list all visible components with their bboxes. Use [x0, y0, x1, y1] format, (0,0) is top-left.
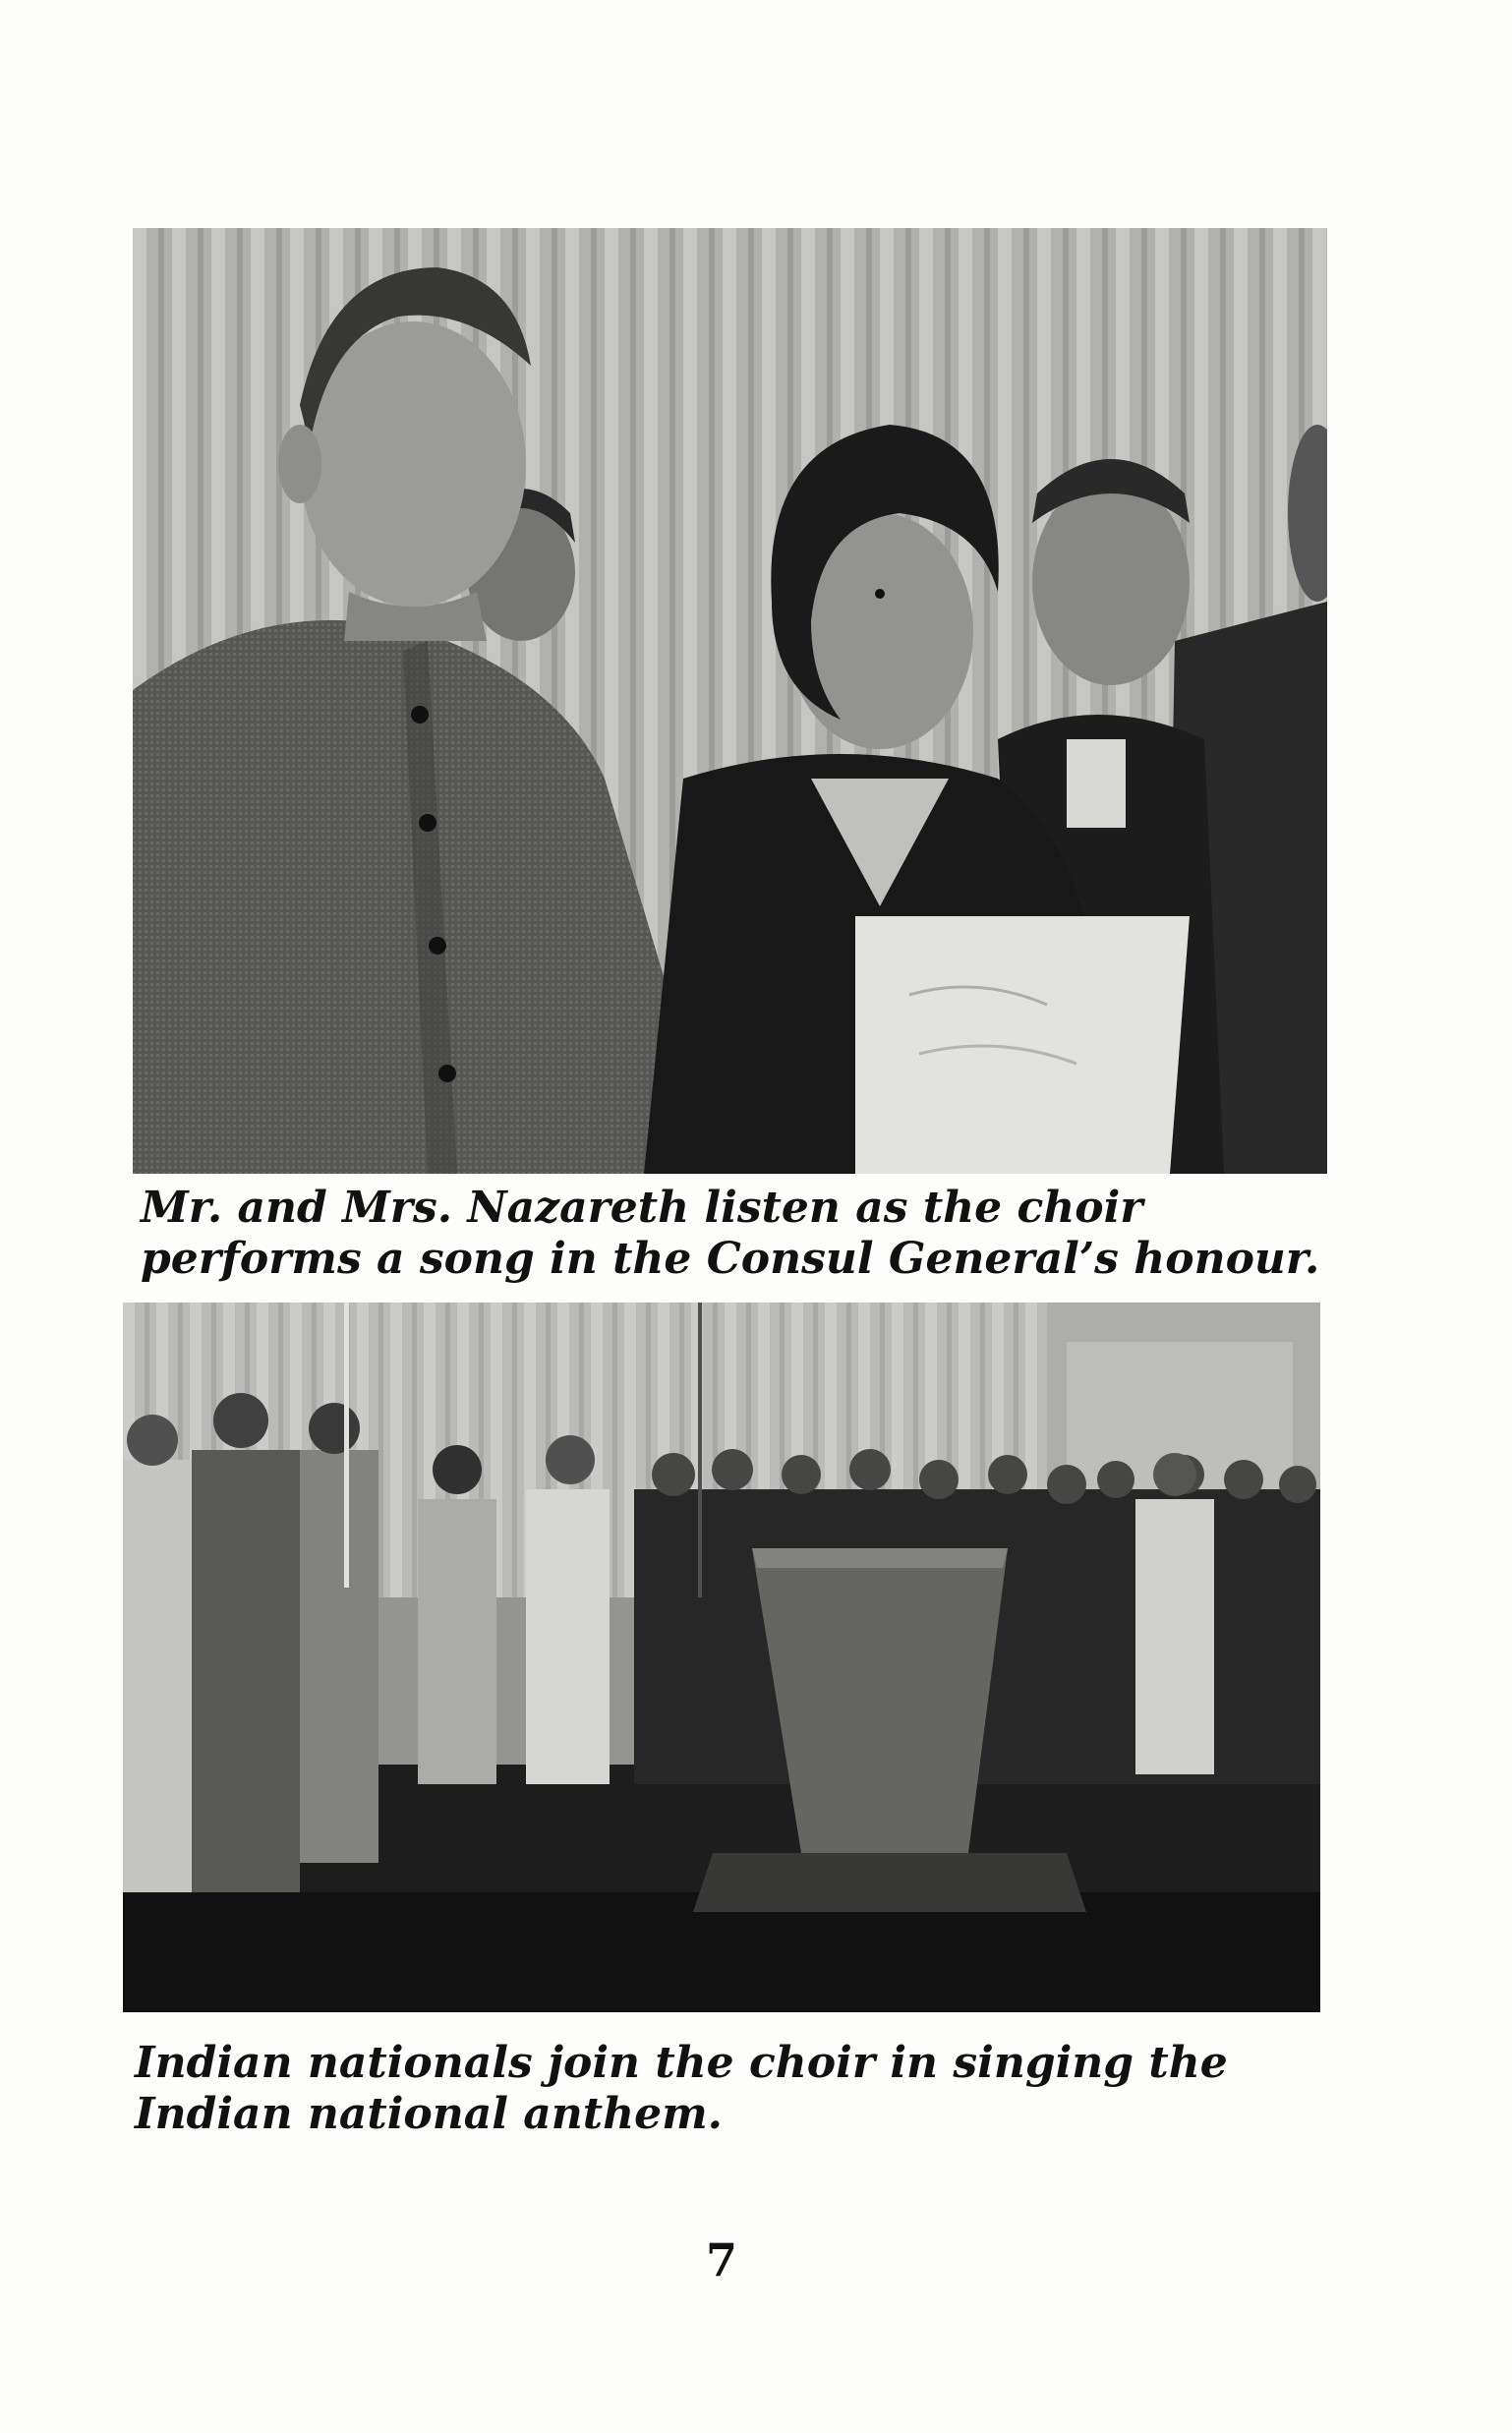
- caption-bottom-photo: Indian nationals join the choir in singing the Indian national anthem.: [135, 2038, 1228, 2139]
- photo-anthem-singing: [123, 1303, 1320, 2012]
- photo-nazareth-couple: [133, 228, 1327, 1174]
- caption-top-photo: Mr. and Mrs. Nazareth listen as the choir performs a song in the Consul General’s honour.: [141, 1183, 1320, 1284]
- photo-anthem-singing-image: [123, 1303, 1320, 2012]
- photo-nazareth-couple-image: [133, 228, 1327, 1174]
- page-number: 7: [705, 2233, 737, 2287]
